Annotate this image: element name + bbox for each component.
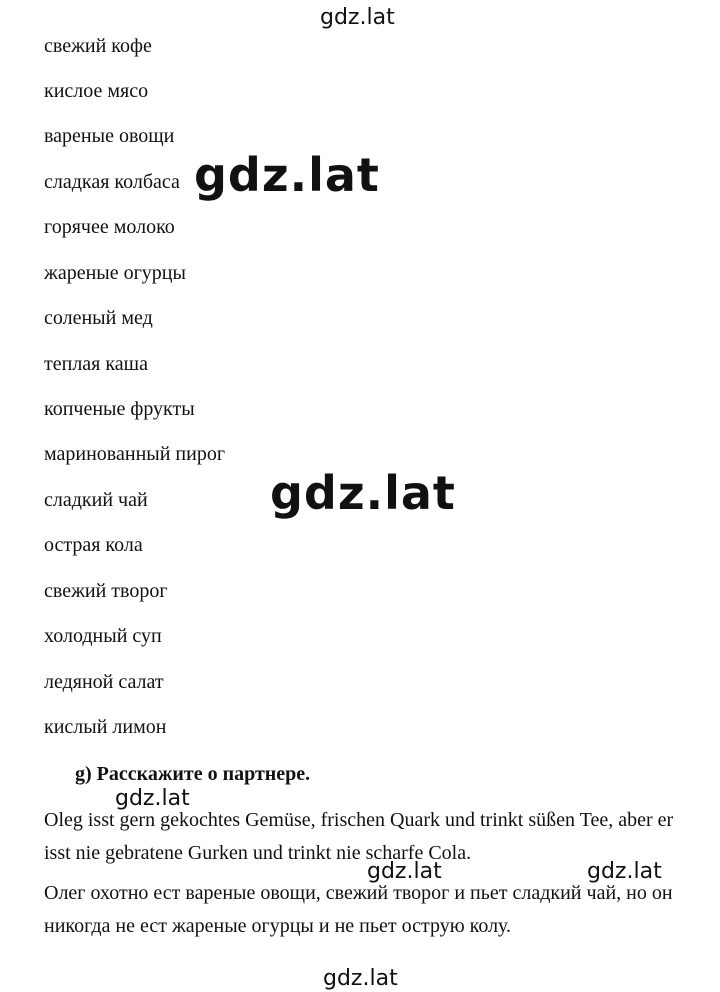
watermark: gdz.lat: [367, 859, 442, 884]
list-item: жареные огурцы: [44, 262, 186, 284]
watermark: gdz.lat: [320, 5, 395, 30]
list-item: кислый лимон: [44, 716, 167, 738]
list-item: ледяной салат: [44, 671, 164, 693]
german-paragraph: Oleg isst gern gekochtes Gemüse, frischen Quark und trinkt süßen Tee, aber er isst nie gebratene Gurken und trinkt nie scharfe Cola.: [44, 809, 674, 864]
list-item: маринованный пирог: [44, 443, 226, 465]
list-item: сладкий чай: [44, 489, 148, 511]
list-item: копченые фрукты: [44, 398, 195, 420]
list-item: соленый мед: [44, 307, 153, 329]
watermark: gdz.lat: [587, 859, 662, 884]
watermark: gdz.lat: [270, 466, 456, 520]
watermark: gdz.lat: [323, 966, 398, 991]
list-item: теплая каша: [44, 353, 148, 375]
list-item: острая кола: [44, 534, 143, 556]
watermark: gdz.lat: [194, 148, 380, 202]
russian-paragraph: Олег охотно ест вареные овощи, свежий творог и пьет сладкий чай, но он никогда не ест жареные огурцы и не пьет острую колу.: [44, 882, 673, 937]
list-item: кислое мясо: [44, 80, 149, 102]
list-item: холодный суп: [44, 625, 162, 647]
list-item: сладкая колбаса: [44, 171, 180, 193]
watermark: gdz.lat: [115, 786, 190, 811]
list-item: вареные овощи: [44, 125, 175, 147]
list-item: свежий кофе: [44, 35, 152, 57]
task-heading: g) Расскажите о партнере.: [75, 763, 311, 785]
list-item: горячее молоко: [44, 216, 175, 238]
list-item: свежий творог: [44, 580, 168, 602]
